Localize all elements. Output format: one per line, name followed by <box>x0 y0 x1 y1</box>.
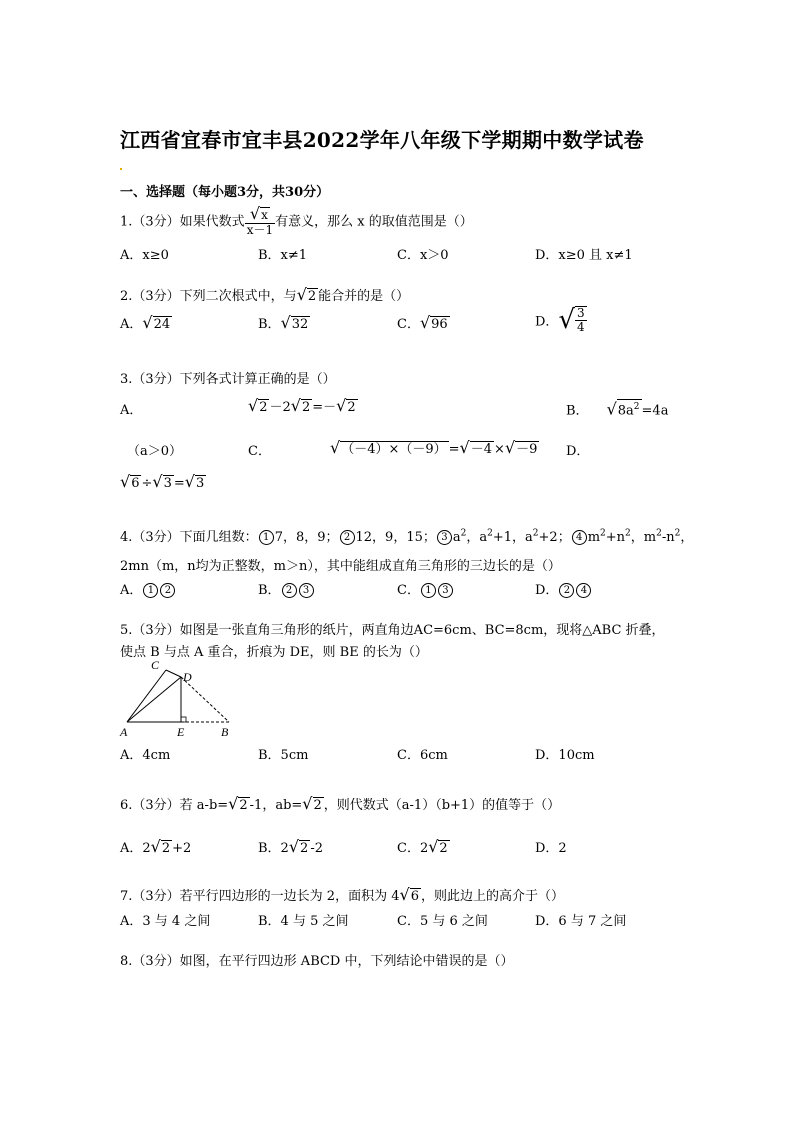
q4-option-a[interactable]: A． 1 2 <box>120 579 176 598</box>
q5-option-b[interactable]: B．5cm <box>258 748 309 763</box>
question-3-stem: 3.（3分）下列各式计算正确的是（） <box>120 372 336 387</box>
q3-condition: （a＞0） <box>127 444 183 459</box>
q6-option-a[interactable]: A．2√2 +2 <box>120 837 192 856</box>
q5-option-c[interactable]: C．6cm <box>397 748 448 763</box>
page-title: 江西省宜春市宜丰县2022学年八年级下学期期中数学试卷 <box>120 128 644 152</box>
question-1-stem: 1.（3分）如果代数式 $\frac{√x}{x-1}$ 有意义，那么 x 的取值范围是（） <box>120 204 473 237</box>
question-4-line-2: 2mn（m，n均为正整数，m＞n），其中能组成直角三角形的三边长的是（） <box>120 559 561 574</box>
fraction: $\frac{√x}{x-1}$ <box>246 204 274 237</box>
q6-option-b[interactable]: B．2√2 -2 <box>258 837 323 856</box>
q1-option-b[interactable]: B．x≠1 <box>258 248 308 263</box>
q1-option-a[interactable]: A．x≥0 <box>120 248 169 263</box>
q3-option-d-label[interactable]: D． <box>566 444 590 459</box>
q4-option-b[interactable]: B． 2 3 <box>258 579 315 598</box>
question-8-stem: 8.（3分）如图，在平行四边形 ABCD 中，下列结论中错误的是（） <box>120 954 514 969</box>
label-a: A <box>120 725 128 739</box>
q7-option-c[interactable]: C．5 与 6 之间 <box>397 914 488 929</box>
q1-option-d[interactable]: D．x≥0 且 x≠1 <box>535 248 633 263</box>
triangle-figure <box>115 655 245 740</box>
q2-option-d[interactable]: D．√ $\frac{3}{4}$ <box>535 305 585 335</box>
q6-option-c[interactable]: C．2√2 <box>397 837 448 856</box>
edge-ac <box>127 670 166 722</box>
q4-option-d[interactable]: D． 2 4 <box>535 579 592 598</box>
right-angle-mark <box>181 717 186 722</box>
question-5-line-2: 使点 B 与点 A 重合，折痕为 DE，则 BE 的长为（） <box>120 645 428 660</box>
q2-option-b[interactable]: B．√32 <box>258 313 309 332</box>
q5-option-d[interactable]: D．10cm <box>535 748 595 763</box>
q7-option-a[interactable]: A．3 与 4 之间 <box>120 914 211 929</box>
label-d: D <box>183 670 192 684</box>
section-heading: 一、选择题（每小题3分，共30分） <box>120 185 330 200</box>
q3-option-a-label[interactable]: A． <box>120 403 143 418</box>
label-e: E <box>177 725 185 739</box>
q3-option-b[interactable]: B． $√8a^2 =4a$ <box>566 399 669 419</box>
q3-option-d-expr: √6 ÷√3 =√3 <box>120 472 205 491</box>
q2-option-c[interactable]: C．√96 <box>397 313 448 332</box>
q7-option-b[interactable]: B．4 与 5 之间 <box>258 914 349 929</box>
question-4-line-1: 4.（3分）下面几组数： 1 7，8，9； 2 12，9，15； 3 $a^2$，$a^2+1$，$a^2+2$； 4 $m^2+n^2$，$m^2-n^2$， <box>120 528 694 545</box>
q4-option-c[interactable]: C． 1 3 <box>397 579 454 598</box>
question-6-stem: 6.（3分）若 a-b=√2 -1，ab=√2 ，则代数式（a-1）（b+1）的值等于（） <box>120 794 561 813</box>
q3-option-c-label[interactable]: C． <box>248 444 271 459</box>
label-b: B <box>221 725 229 739</box>
question-5-line-1: 5.（3分）如图是一张直角三角形的纸片，两直角边AC=6cm、BC=8cm，现将△ABC 折叠， <box>120 623 665 638</box>
q3-option-c-expr: √（－4）×（－9） =√－4 ×√－9 <box>330 438 538 457</box>
decorative-dot <box>120 168 122 170</box>
question-7-stem: 7.（3分）若平行四边形的一边长为 2，面积为 4√6 ，则此边上的高介于（） <box>120 885 564 904</box>
question-2-stem: 2.（3分）下列二次根式中，与√2 能合并的是（） <box>120 285 410 304</box>
q5-option-a[interactable]: A．4cm <box>120 748 171 763</box>
q1-option-c[interactable]: C．x＞0 <box>397 248 449 263</box>
edge-ad <box>127 677 181 722</box>
label-c: C <box>151 658 160 672</box>
q3-option-a-expr: √2 －2√2 =－√2 <box>248 396 356 415</box>
q6-option-d[interactable]: D．2 <box>535 841 567 856</box>
edge-cd <box>166 670 181 677</box>
q7-option-d[interactable]: D．6 与 7 之间 <box>535 914 627 929</box>
q2-option-a[interactable]: A．√24 <box>120 313 171 332</box>
